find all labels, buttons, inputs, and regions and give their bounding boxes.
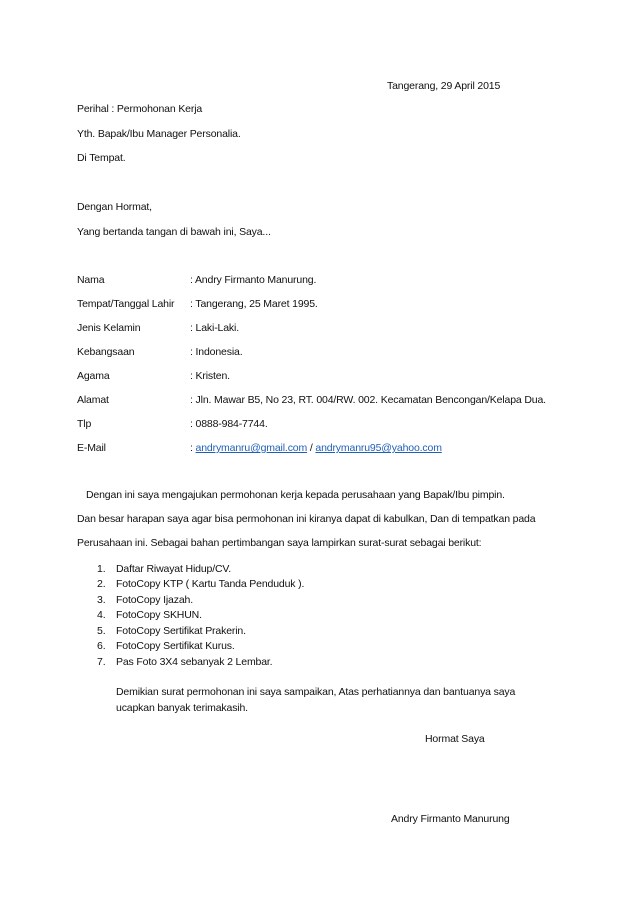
email-prefix: : xyxy=(190,442,196,454)
gender-label: Jenis Kelamin xyxy=(77,322,141,334)
list-item-number: 5. xyxy=(97,625,106,637)
phone-value: : 0888-984-7744. xyxy=(190,418,268,430)
list-item-number: 6. xyxy=(97,640,106,652)
list-item-number: 1. xyxy=(97,563,106,575)
list-item-number: 3. xyxy=(97,594,106,606)
email-link-yahoo[interactable]: andrymanru95@yahoo.com xyxy=(315,442,442,454)
body-line-3: Perusahaan ini. Sebagai bahan pertimbangan saya lampirkan surat-surat sebagai berikut: xyxy=(77,537,482,549)
regards: Hormat Saya xyxy=(425,733,485,745)
letter-date: Tangerang, 29 April 2015 xyxy=(387,80,501,92)
list-item-text: Daftar Riwayat Hidup/CV. xyxy=(116,563,232,575)
list-item-text: Pas Foto 3X4 sebanyak 2 Lembar. xyxy=(116,656,273,668)
birth-value: : Tangerang, 25 Maret 1995. xyxy=(190,298,318,310)
recipient-line: Yth. Bapak/Ibu Manager Personalia. xyxy=(77,128,241,140)
list-item-number: 4. xyxy=(97,609,106,621)
body-line-1: Dengan ini saya mengajukan permohonan kerja kepada perusahaan yang Bapak/Ibu pimpin. xyxy=(86,489,505,501)
closing-line-1: Demikian surat permohonan ini saya sampaikan, Atas perhatiannya dan bantuanya saya xyxy=(116,686,516,698)
email-link-gmail[interactable]: andrymanru@gmail.com xyxy=(195,442,308,454)
name-label: Nama xyxy=(77,274,105,286)
list-item-text: FotoCopy KTP ( Kartu Tanda Penduduk ). xyxy=(116,578,305,590)
list-item-text: FotoCopy SKHUN. xyxy=(116,609,202,621)
phone-label: Tlp xyxy=(77,418,92,430)
religion-value: : Kristen. xyxy=(190,370,230,382)
closing-line-2: ucapkan banyak terimakasih. xyxy=(116,702,248,714)
email-separator: / xyxy=(307,442,316,454)
religion-label: Agama xyxy=(77,370,110,382)
email-value xyxy=(190,442,442,455)
list-item-number: 2. xyxy=(97,578,106,590)
list-item-number: 7. xyxy=(97,656,106,668)
signature-name: Andry Firmanto Manurung xyxy=(391,813,510,825)
greeting: Dengan Hormat, xyxy=(77,201,152,213)
list-item-text: FotoCopy Sertifikat Prakerin. xyxy=(116,625,246,637)
list-item-text: FotoCopy Sertifikat Kurus. xyxy=(116,640,235,652)
name-value: : Andry Firmanto Manurung. xyxy=(190,274,317,286)
nationality-value: : Indonesia. xyxy=(190,346,243,358)
birth-label: Tempat/Tanggal Lahir xyxy=(77,298,175,310)
email-label: E-Mail xyxy=(77,442,106,454)
place-line: Di Tempat. xyxy=(77,152,126,164)
address-value: : Jln. Mawar B5, No 23, RT. 004/RW. 002. Kecamatan Bencongan/Kelapa Dua. xyxy=(190,394,546,406)
address-label: Alamat xyxy=(77,394,109,406)
nationality-label: Kebangsaan xyxy=(77,346,135,358)
intro-line: Yang bertanda tangan di bawah ini, Saya... xyxy=(77,226,271,238)
body-line-2: Dan besar harapan saya agar bisa permohonan ini kiranya dapat di kabulkan, Dan di tempatkan pada xyxy=(77,513,536,525)
list-item-text: FotoCopy Ijazah. xyxy=(116,594,193,606)
gender-value: : Laki-Laki. xyxy=(190,322,239,334)
subject-line: Perihal : Permohonan Kerja xyxy=(77,103,203,115)
